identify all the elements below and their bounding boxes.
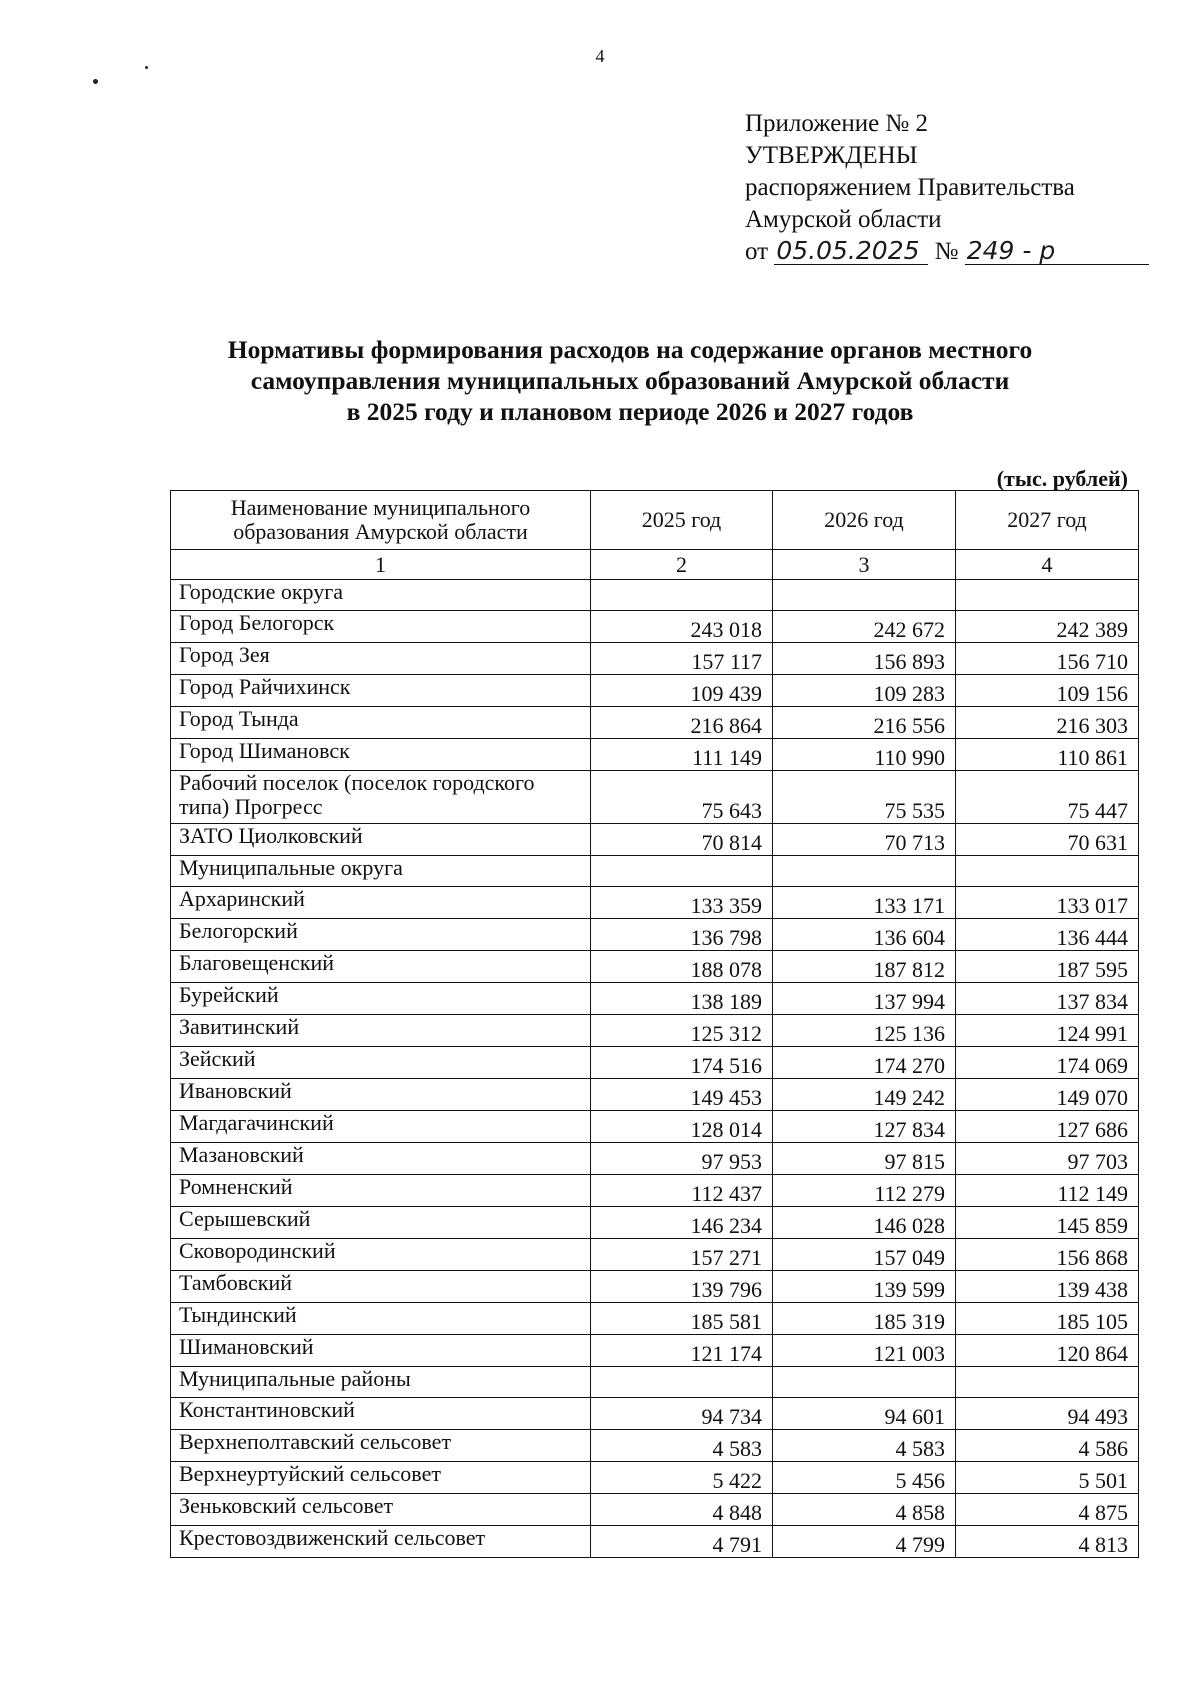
unit-label: (тыс. рублей): [996, 466, 1128, 491]
header-row: [171, 491, 1139, 550]
empty-cell: [956, 580, 1139, 611]
table-row: [171, 643, 1139, 675]
table-row: [171, 1175, 1139, 1207]
table-row: [171, 1462, 1139, 1494]
value-2026: 185 319: [773, 1303, 956, 1335]
empty-cell: [591, 1367, 773, 1398]
value-2025: 70 814: [591, 824, 773, 856]
header-2025: 2025 год: [591, 491, 773, 550]
value-2025: 243 018: [591, 611, 773, 643]
table-row: [171, 919, 1139, 951]
municipality-name: Бурейский: [171, 983, 591, 1015]
empty-cell: [591, 856, 773, 887]
value-2027: 133 017: [956, 887, 1139, 919]
approved-by-region: Амурской области: [745, 206, 942, 233]
appendix-label: Приложение № 2: [745, 110, 929, 137]
value-2027: 75 447: [956, 771, 1139, 824]
value-2027: 139 438: [956, 1271, 1139, 1303]
value-2025: 174 516: [591, 1047, 773, 1079]
column-number-row: [171, 550, 1139, 580]
date-prefix: от: [745, 238, 769, 265]
value-2026: 133 171: [773, 887, 956, 919]
page-number: 4: [595, 46, 605, 66]
table-row: [171, 1271, 1139, 1303]
table-row: [171, 1111, 1139, 1143]
scan-speck: [93, 79, 98, 84]
order-date-number: [745, 236, 1149, 268]
value-2027: 94 493: [956, 1398, 1139, 1430]
section-name: Муниципальные округа: [171, 856, 591, 887]
approved-by: распоряжением Правительства: [745, 174, 1075, 201]
value-2027: 4 586: [956, 1430, 1139, 1462]
value-2027: 109 156: [956, 675, 1139, 707]
table-row: [171, 1207, 1139, 1239]
value-2027: 5 501: [956, 1462, 1139, 1494]
table-body: [171, 580, 1139, 1558]
value-2027: 156 710: [956, 643, 1139, 675]
municipality-name: Город Зея: [171, 643, 591, 675]
municipality-name: Завитинский: [171, 1015, 591, 1047]
value-2025: 97 953: [591, 1143, 773, 1175]
value-2026: 146 028: [773, 1207, 956, 1239]
value-2027: 174 069: [956, 1047, 1139, 1079]
value-2025: 125 312: [591, 1015, 773, 1047]
value-2025: 121 174: [591, 1335, 773, 1367]
value-2025: 136 798: [591, 919, 773, 951]
section-name: Городские округа: [171, 580, 591, 611]
empty-cell: [956, 856, 1139, 887]
table-row: [171, 1079, 1139, 1111]
value-2026: 127 834: [773, 1111, 956, 1143]
value-2026: 187 812: [773, 951, 956, 983]
value-2027: 127 686: [956, 1111, 1139, 1143]
value-2026: 125 136: [773, 1015, 956, 1047]
value-2026: 242 672: [773, 611, 956, 643]
value-2027: 145 859: [956, 1207, 1139, 1239]
scan-speck: [145, 66, 148, 69]
table-row: [171, 1494, 1139, 1526]
table-row: [171, 951, 1139, 983]
table-row: [171, 1430, 1139, 1462]
value-2026: 137 994: [773, 983, 956, 1015]
table-row: [171, 1335, 1139, 1367]
value-2027: 242 389: [956, 611, 1139, 643]
value-2026: 136 604: [773, 919, 956, 951]
table-row: [171, 675, 1139, 707]
table-row: [171, 1303, 1139, 1335]
value-2027: 4 813: [956, 1526, 1139, 1558]
table-row: [171, 1239, 1139, 1271]
table-row: [171, 1398, 1139, 1430]
header-municipality: Наименование муниципального образования Амурской области: [171, 491, 591, 550]
municipality-name: Город Шимановск: [171, 739, 591, 771]
value-2027: 149 070: [956, 1079, 1139, 1111]
table-row: [171, 887, 1139, 919]
value-2025: 94 734: [591, 1398, 773, 1430]
column-number: 4: [956, 550, 1139, 580]
value-2026: 94 601: [773, 1398, 956, 1430]
empty-cell: [591, 580, 773, 611]
value-2026: 109 283: [773, 675, 956, 707]
municipality-name: Мазановский: [171, 1143, 591, 1175]
value-2027: 97 703: [956, 1143, 1139, 1175]
municipality-name: Тамбовский: [171, 1271, 591, 1303]
municipality-name: Константиновский: [171, 1398, 591, 1430]
municipality-name: Ромненский: [171, 1175, 591, 1207]
value-2026: 4 583: [773, 1430, 956, 1462]
municipality-name: Серышевский: [171, 1207, 591, 1239]
municipality-name: Шимановский: [171, 1335, 591, 1367]
municipality-name: Белогорский: [171, 919, 591, 951]
value-2026: 75 535: [773, 771, 956, 824]
value-2025: 5 422: [591, 1462, 773, 1494]
municipality-name: Город Райчихинск: [171, 675, 591, 707]
municipality-name: Сковородинский: [171, 1239, 591, 1271]
value-2025: 109 439: [591, 675, 773, 707]
value-2026: 139 599: [773, 1271, 956, 1303]
value-2025: 157 117: [591, 643, 773, 675]
column-number: 3: [773, 550, 956, 580]
approved-label: УТВЕРЖДЕНЫ: [745, 142, 918, 169]
municipality-name: Архаринский: [171, 887, 591, 919]
title-line: в 2025 году и плановом периоде 2026 и 2027 годов: [346, 397, 914, 426]
header-2027: 2027 год: [956, 491, 1139, 550]
value-2027: 110 861: [956, 739, 1139, 771]
table-row: [171, 983, 1139, 1015]
handwritten-order-number: 249 - р: [965, 238, 1149, 265]
value-2027: 185 105: [956, 1303, 1139, 1335]
table-row: [171, 771, 1139, 824]
table-row: [171, 739, 1139, 771]
title-line: Нормативы формирования расходов на содержание органов местного: [227, 335, 1033, 364]
value-2026: 216 556: [773, 707, 956, 739]
value-2026: 110 990: [773, 739, 956, 771]
norms-table: [170, 490, 1139, 1558]
value-2025: 112 437: [591, 1175, 773, 1207]
value-2027: 4 875: [956, 1494, 1139, 1526]
municipality-name: Благовещенский: [171, 951, 591, 983]
value-2026: 97 815: [773, 1143, 956, 1175]
value-2025: 216 864: [591, 707, 773, 739]
approval-block: [745, 108, 1149, 268]
municipality-name: Ивановский: [171, 1079, 591, 1111]
value-2027: 124 991: [956, 1015, 1139, 1047]
table-row: [171, 1047, 1139, 1079]
municipality-name: Верхнеуртуйский сельсовет: [171, 1462, 591, 1494]
section-row: [171, 1367, 1139, 1398]
handwritten-date: 05.05.2025: [774, 238, 928, 265]
table-row: [171, 1526, 1139, 1558]
value-2025: 149 453: [591, 1079, 773, 1111]
municipality-name: Верхнеполтавский сельсовет: [171, 1430, 591, 1462]
header-2026: 2026 год: [773, 491, 956, 550]
table-row: [171, 824, 1139, 856]
empty-cell: [773, 856, 956, 887]
document-title: [150, 334, 1110, 427]
municipality-name: Зеньковский сельсовет: [171, 1494, 591, 1526]
value-2027: 70 631: [956, 824, 1139, 856]
column-number: 1: [171, 550, 591, 580]
section-name: Муниципальные районы: [171, 1367, 591, 1398]
value-2025: 139 796: [591, 1271, 773, 1303]
column-number: 2: [591, 550, 773, 580]
municipality-name: Город Белогорск: [171, 611, 591, 643]
number-prefix: №: [934, 238, 959, 265]
value-2025: 4 791: [591, 1526, 773, 1558]
value-2025: 111 149: [591, 739, 773, 771]
value-2027: 120 864: [956, 1335, 1139, 1367]
title-line: самоуправления муниципальных образований Амурской области: [250, 366, 1010, 395]
value-2027: 137 834: [956, 983, 1139, 1015]
municipality-name: Тындинский: [171, 1303, 591, 1335]
value-2027: 156 868: [956, 1239, 1139, 1271]
value-2027: 112 149: [956, 1175, 1139, 1207]
table-row: [171, 1015, 1139, 1047]
value-2025: 75 643: [591, 771, 773, 824]
municipality-name: ЗАТО Циолковский: [171, 824, 591, 856]
value-2025: 185 581: [591, 1303, 773, 1335]
value-2026: 156 893: [773, 643, 956, 675]
value-2026: 5 456: [773, 1462, 956, 1494]
municipality-name: Город Тында: [171, 707, 591, 739]
value-2026: 149 242: [773, 1079, 956, 1111]
value-2025: 128 014: [591, 1111, 773, 1143]
municipality-name: Крестовоздвиженский сельсовет: [171, 1526, 591, 1558]
empty-cell: [773, 580, 956, 611]
value-2025: 188 078: [591, 951, 773, 983]
value-2026: 174 270: [773, 1047, 956, 1079]
section-row: [171, 580, 1139, 611]
value-2025: 133 359: [591, 887, 773, 919]
municipality-name: Магдагачинский: [171, 1111, 591, 1143]
value-2026: 157 049: [773, 1239, 956, 1271]
value-2025: 4 848: [591, 1494, 773, 1526]
table-row: [171, 707, 1139, 739]
value-2027: 187 595: [956, 951, 1139, 983]
section-row: [171, 856, 1139, 887]
municipality-name: Рабочий поселок (поселок городского типа) Прогресс: [171, 771, 591, 824]
value-2026: 112 279: [773, 1175, 956, 1207]
value-2026: 70 713: [773, 824, 956, 856]
value-2027: 136 444: [956, 919, 1139, 951]
value-2027: 216 303: [956, 707, 1139, 739]
value-2025: 4 583: [591, 1430, 773, 1462]
value-2025: 146 234: [591, 1207, 773, 1239]
municipality-name: Зейский: [171, 1047, 591, 1079]
table-row: [171, 611, 1139, 643]
value-2025: 138 189: [591, 983, 773, 1015]
value-2026: 4 799: [773, 1526, 956, 1558]
value-2026: 4 858: [773, 1494, 956, 1526]
table-row: [171, 1143, 1139, 1175]
empty-cell: [956, 1367, 1139, 1398]
value-2025: 157 271: [591, 1239, 773, 1271]
value-2026: 121 003: [773, 1335, 956, 1367]
empty-cell: [773, 1367, 956, 1398]
